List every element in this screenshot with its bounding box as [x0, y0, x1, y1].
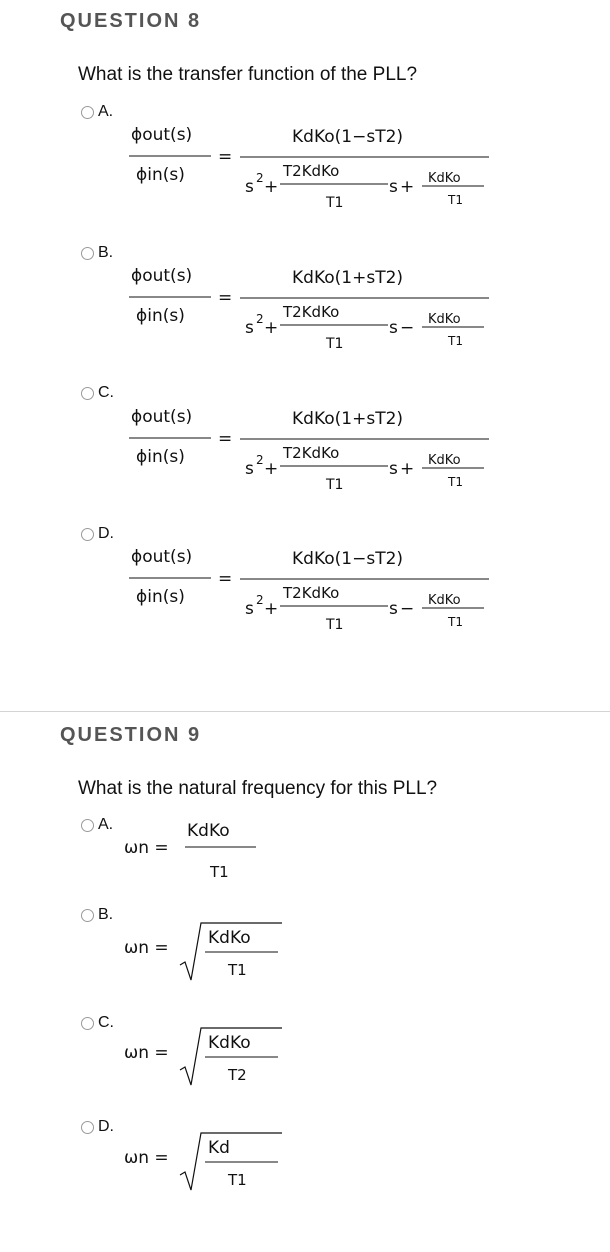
denominator-s: s	[245, 459, 254, 479]
denominator-op1: +	[264, 318, 279, 338]
denominator-exponent: 2	[256, 312, 264, 326]
lhs-denominator: ϕin(s)	[136, 306, 185, 326]
q8-option-c-label: C.	[98, 384, 114, 401]
equals-sign: =	[218, 147, 233, 167]
tail-term-numerator: KdKo	[428, 171, 461, 186]
rhs-numerator: KdKo(1−sT2)	[292, 127, 404, 147]
denominator-op2: +	[400, 459, 415, 479]
mid-term-numerator: T2KdKo	[283, 444, 340, 462]
equals-sign: =	[218, 288, 233, 308]
mid-term-numerator: T2KdKo	[283, 303, 340, 321]
lhs-numerator: ϕout(s)	[131, 547, 193, 567]
rhs-numerator: KdKo(1−sT2)	[292, 549, 404, 569]
tail-term-numerator: KdKo	[428, 453, 461, 468]
mid-term-numerator: T2KdKo	[283, 162, 340, 180]
frac-denominator: T1	[228, 961, 247, 979]
lhs-denominator: ϕin(s)	[136, 587, 185, 607]
q8-formula-b	[129, 266, 489, 352]
question-8-heading: QUESTION 8	[60, 10, 202, 32]
mid-term-s: s	[389, 177, 398, 197]
mid-term-s: s	[389, 599, 398, 619]
tail-term-numerator: KdKo	[428, 593, 461, 608]
question-8-text: What is the transfer function of the PLL?	[78, 64, 418, 85]
lhs-denominator: ϕin(s)	[136, 165, 185, 185]
q9-formula-c	[124, 1028, 282, 1085]
q8-formula-a	[129, 125, 489, 211]
denominator-op2: +	[400, 177, 415, 197]
section-divider	[0, 711, 610, 712]
q9-option-c-label: C.	[98, 1014, 114, 1031]
q9-option-b-label: B.	[98, 906, 114, 923]
q8-option-d-label: D.	[98, 525, 114, 542]
question-9-heading: QUESTION 9	[60, 724, 202, 746]
mid-term-denominator: T1	[326, 195, 344, 211]
frac-numerator: Kd	[208, 1138, 230, 1158]
lhs-numerator: ϕout(s)	[131, 407, 193, 427]
q9-option-d-label: D.	[98, 1118, 114, 1135]
tail-term-denominator: T1	[448, 193, 463, 207]
q9-option-a-label: A.	[98, 816, 114, 833]
denominator-op1: +	[264, 459, 279, 479]
mid-term-denominator: T1	[326, 477, 344, 493]
q9-formula-a	[124, 821, 256, 881]
q8-option-a-label: A.	[98, 103, 114, 120]
q9-formulas	[0, 800, 610, 1252]
mid-term-denominator: T1	[326, 336, 344, 352]
rhs-numerator: KdKo(1+sT2)	[292, 409, 404, 429]
frac-numerator: KdKo	[187, 821, 230, 841]
tail-term-numerator: KdKo	[428, 312, 461, 327]
tail-term-denominator: T1	[448, 475, 463, 489]
denominator-op2: −	[400, 318, 415, 338]
omega-n-lhs: ωn =	[124, 1148, 169, 1168]
frac-numerator: KdKo	[208, 1033, 251, 1053]
tail-term-denominator: T1	[448, 615, 463, 629]
omega-n-lhs: ωn =	[124, 838, 169, 858]
lhs-numerator: ϕout(s)	[131, 266, 193, 286]
omega-n-lhs: ωn =	[124, 1043, 169, 1063]
denominator-s: s	[245, 318, 254, 338]
denominator-exponent: 2	[256, 593, 264, 607]
frac-denominator: T2	[228, 1066, 247, 1084]
denominator-s: s	[245, 177, 254, 197]
denominator-op2: −	[400, 599, 415, 619]
equals-sign: =	[218, 429, 233, 449]
q9-formula-b	[124, 923, 282, 980]
mid-term-s: s	[389, 459, 398, 479]
denominator-s: s	[245, 599, 254, 619]
lhs-numerator: ϕout(s)	[131, 125, 193, 145]
denominator-op1: +	[264, 599, 279, 619]
mid-term-s: s	[389, 318, 398, 338]
tail-term-denominator: T1	[448, 334, 463, 348]
denominator-exponent: 2	[256, 453, 264, 467]
denominator-op1: +	[264, 177, 279, 197]
q8-option-b-label: B.	[98, 244, 114, 261]
lhs-denominator: ϕin(s)	[136, 447, 185, 467]
frac-denominator: T1	[210, 863, 229, 881]
frac-denominator: T1	[228, 1171, 247, 1189]
mid-term-numerator: T2KdKo	[283, 584, 340, 602]
q8-formula-d	[129, 547, 489, 633]
frac-numerator: KdKo	[208, 928, 251, 948]
rhs-numerator: KdKo(1+sT2)	[292, 268, 404, 288]
denominator-exponent: 2	[256, 171, 264, 185]
equals-sign: =	[218, 569, 233, 589]
question-9-text: What is the natural frequency for this PLL?	[78, 778, 438, 799]
q8-formula-c	[129, 407, 489, 493]
omega-n-lhs: ωn =	[124, 938, 169, 958]
mid-term-denominator: T1	[326, 617, 344, 633]
q9-formula-d	[124, 1133, 282, 1190]
